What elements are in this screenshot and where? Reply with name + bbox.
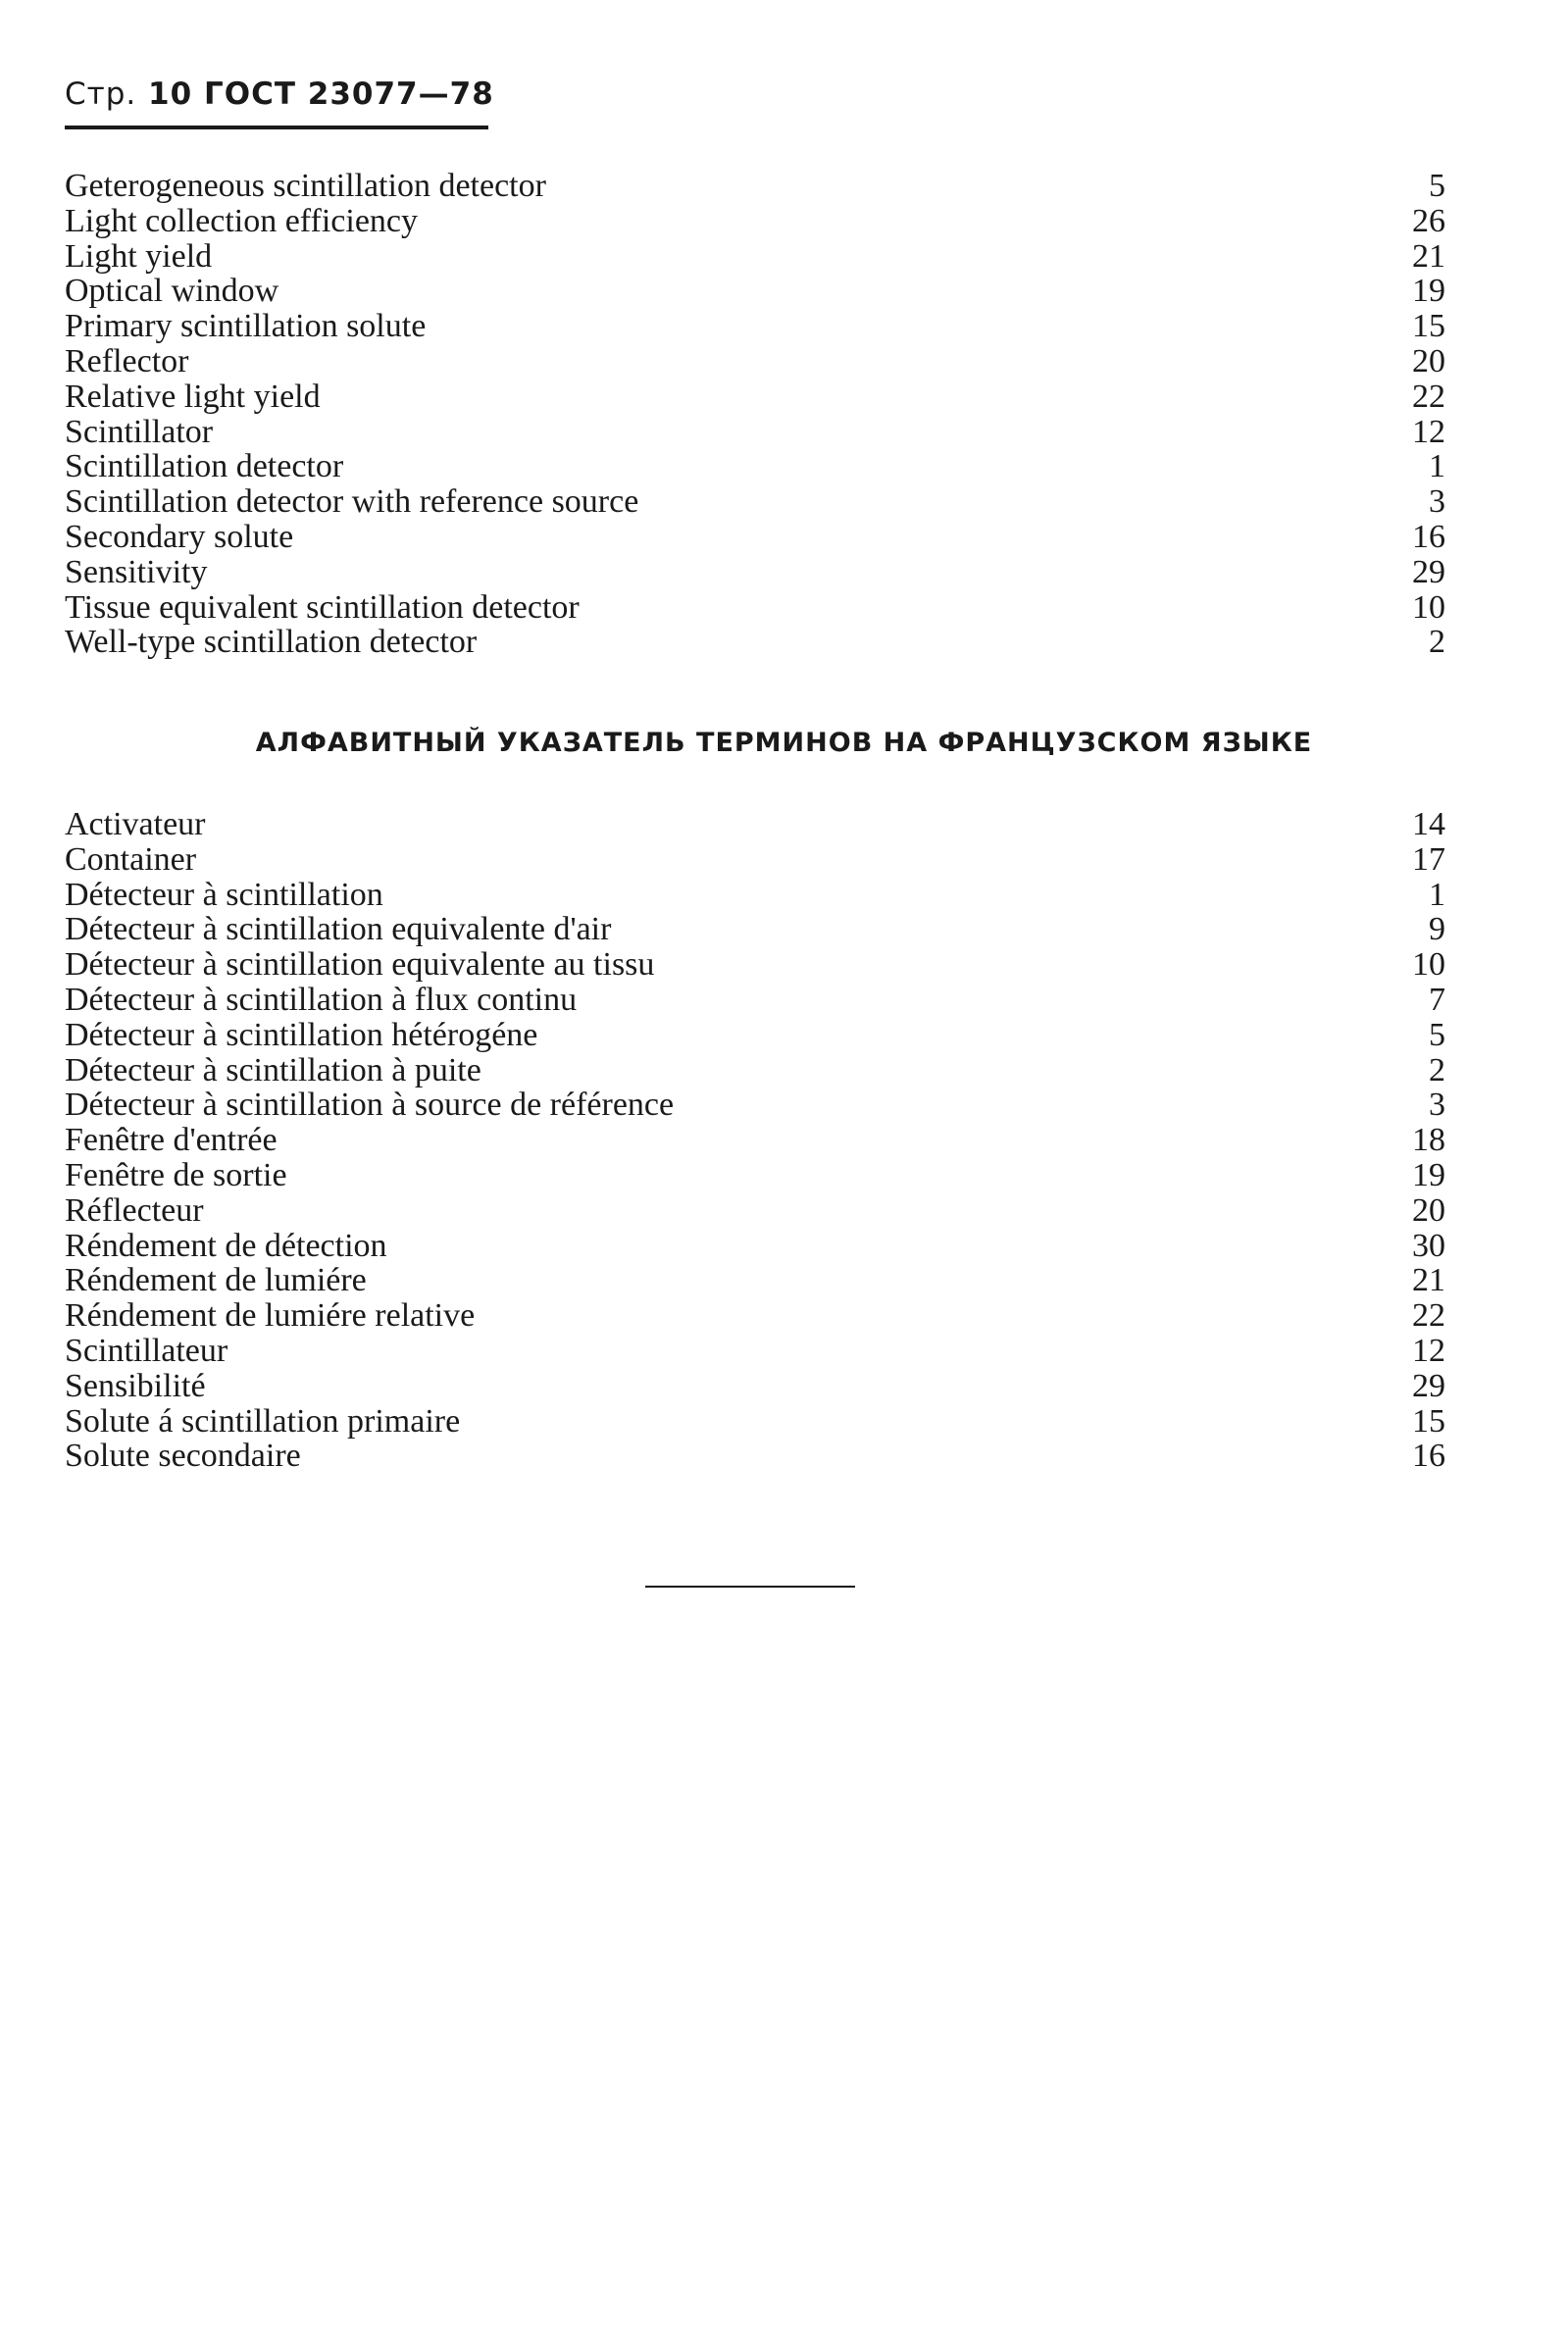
french-index-row (65, 912, 1445, 947)
french-index-row (65, 1123, 1445, 1158)
index-term: Détecteur à scintillation equivalente d'air (65, 911, 612, 948)
index-term: Détecteur à scintillation à flux continu (65, 981, 578, 1018)
index-term: Scintillation detector (65, 448, 344, 485)
index-term: Geterogeneous scintillation detector (65, 168, 546, 204)
french-index-row (65, 1087, 1445, 1123)
index-term-number: 1 (1429, 876, 1445, 913)
english-index-row (65, 590, 1445, 626)
end-rule (645, 1586, 855, 1588)
french-index-row (65, 1193, 1445, 1229)
index-term: Fenêtre d'entrée (65, 1122, 278, 1159)
index-term-number: 12 (1412, 413, 1445, 450)
index-term: Reflector (65, 342, 189, 379)
index-term-number: 10 (1412, 946, 1445, 984)
page-prefix: Стр. (65, 76, 137, 112)
english-index-row (65, 379, 1445, 415)
index-term-number: 14 (1412, 806, 1445, 842)
index-term-number: 21 (1412, 1262, 1445, 1299)
index-term-number: 5 (1429, 168, 1445, 204)
french-term-index (65, 807, 1445, 1474)
index-term-number: 16 (1412, 1438, 1445, 1475)
index-term-number: 19 (1412, 273, 1445, 310)
french-index-row (65, 1334, 1445, 1369)
index-term: Scintillateur (65, 1332, 228, 1369)
index-term-number: 10 (1412, 588, 1445, 626)
index-term-number: 26 (1412, 202, 1445, 239)
english-index-row (65, 415, 1445, 450)
index-term-number: 5 (1429, 1016, 1445, 1053)
french-index-row (65, 1053, 1445, 1088)
index-term-number: 18 (1412, 1122, 1445, 1159)
french-index-row (65, 947, 1445, 983)
index-term: Détecteur à scintillation à puite (65, 1051, 481, 1088)
index-term: Détecteur à scintillation (65, 876, 383, 913)
english-index-row (65, 555, 1445, 590)
french-index-row (65, 842, 1445, 878)
french-index-row (65, 1229, 1445, 1264)
index-term: Solute á scintillation primaire (65, 1402, 461, 1440)
index-term: Scintillator (65, 413, 214, 450)
index-term: Détecteur à scintillation à source de référence (65, 1087, 675, 1124)
index-term: Solute secondaire (65, 1438, 301, 1475)
index-term-number: 9 (1429, 911, 1445, 948)
french-index-row (65, 983, 1445, 1018)
index-term-number: 20 (1412, 1191, 1445, 1229)
english-term-index (65, 169, 1445, 660)
index-term: Tissue equivalent scintillation detector (65, 588, 580, 626)
english-index-row (65, 309, 1445, 344)
index-term-number: 7 (1429, 981, 1445, 1018)
index-term: Secondary solute (65, 518, 294, 555)
index-term: Activateur (65, 806, 206, 842)
english-index-row (65, 449, 1445, 484)
english-index-row (65, 520, 1445, 555)
index-term-number: 29 (1412, 1367, 1445, 1404)
index-term-number: 19 (1412, 1156, 1445, 1193)
index-term-number: 2 (1429, 1051, 1445, 1088)
index-term: Fenêtre de sortie (65, 1156, 287, 1193)
index-term-number: 17 (1412, 840, 1445, 878)
index-term-number: 30 (1412, 1227, 1445, 1264)
index-term: Sensitivity (65, 553, 208, 590)
french-index-row (65, 807, 1445, 842)
index-term: Sensibilité (65, 1367, 206, 1404)
index-term-number: 29 (1412, 553, 1445, 590)
index-term-number: 20 (1412, 342, 1445, 379)
index-term-number: 16 (1412, 518, 1445, 555)
index-term: Réndement de lumiére (65, 1262, 367, 1299)
french-index-row (65, 1439, 1445, 1474)
index-term: Optical window (65, 273, 279, 310)
index-term-number: 22 (1412, 378, 1445, 415)
index-term-number: 3 (1429, 483, 1445, 521)
index-term-number: 1 (1429, 448, 1445, 485)
index-term-number: 22 (1412, 1297, 1445, 1335)
index-term: Réndement de détection (65, 1227, 387, 1264)
index-term: Primary scintillation solute (65, 308, 427, 345)
index-term: Light yield (65, 237, 213, 275)
french-index-row (65, 878, 1445, 913)
english-index-row (65, 239, 1445, 275)
index-term: Relative light yield (65, 378, 321, 415)
index-term-number: 15 (1412, 308, 1445, 345)
index-term: Light collection efficiency (65, 202, 419, 239)
french-index-row (65, 1298, 1445, 1334)
page-header (65, 76, 494, 112)
english-index-row (65, 169, 1445, 204)
index-term-number: 3 (1429, 1087, 1445, 1124)
french-index-row (65, 1263, 1445, 1298)
index-term: Détecteur à scintillation hétérogéne (65, 1016, 538, 1053)
index-term: Détecteur à scintillation equivalente au tissu (65, 946, 655, 984)
page-number: 10 (148, 76, 193, 112)
standard-designation: ГОСТ 23077—78 (203, 76, 494, 112)
index-term-number: 21 (1412, 237, 1445, 275)
english-index-row (65, 204, 1445, 239)
index-term: Réflecteur (65, 1191, 204, 1229)
index-term-number: 15 (1412, 1402, 1445, 1440)
index-term: Well-type scintillation detector (65, 624, 478, 661)
index-term-number: 2 (1429, 624, 1445, 661)
index-term-number: 12 (1412, 1332, 1445, 1369)
english-index-row (65, 344, 1445, 379)
index-term: Container (65, 840, 197, 878)
english-index-row (65, 274, 1445, 309)
index-term: Scintillation detector with reference source (65, 483, 639, 521)
french-index-row (65, 1369, 1445, 1404)
french-index-row (65, 1158, 1445, 1193)
french-index-row (65, 1018, 1445, 1053)
french-index-heading: АЛФАВИТНЫЙ УКАЗАТЕЛЬ ТЕРМИНОВ НА ФРАНЦУЗСКОМ ЯЗЫКЕ (255, 728, 1313, 758)
french-index-row (65, 1404, 1445, 1440)
english-index-row (65, 625, 1445, 660)
index-term: Réndement de lumiére relative (65, 1297, 476, 1335)
header-rule (65, 126, 488, 129)
english-index-row (65, 484, 1445, 520)
